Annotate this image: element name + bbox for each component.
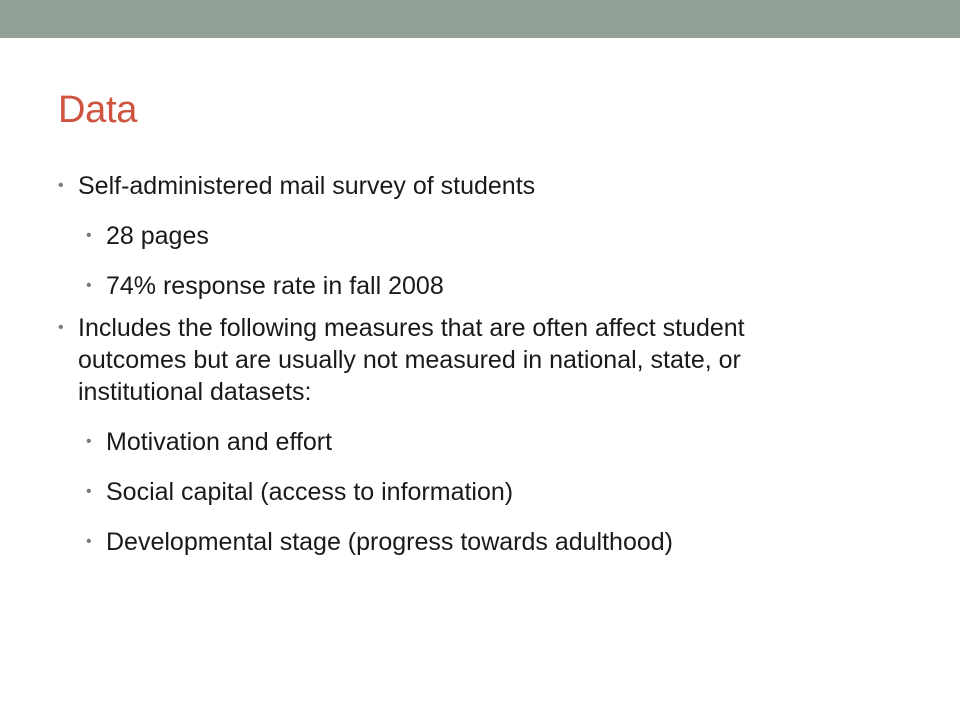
bullet-text: Motivation and effort: [106, 428, 333, 456]
bullet-dot-icon: •: [58, 319, 64, 336]
bullet-dot-icon: •: [58, 177, 64, 194]
sub-bullet-response-rate: [58, 270, 858, 302]
sub-bullet-social-capital: [58, 476, 858, 508]
bullet-text: 28 pages: [106, 222, 209, 250]
bullet-text: Social capital (access to information): [106, 478, 514, 506]
bullet-survey-description: [58, 170, 858, 202]
bullet-dot-icon: •: [86, 277, 92, 294]
bullet-dot-icon: •: [86, 483, 92, 500]
sub-bullet-pages: [58, 220, 858, 252]
bullet-text: 74% response rate in fall 2008: [106, 272, 444, 300]
bullet-text: Self-administered mail survey of students: [78, 172, 536, 200]
top-accent-band: [0, 0, 960, 38]
bullet-text: Developmental stage (progress towards adulthood): [106, 528, 673, 556]
bullet-list: [58, 170, 858, 558]
sub-bullet-motivation: [58, 426, 858, 458]
sub-bullet-developmental-stage: [58, 526, 858, 558]
bullet-measures-intro: [58, 312, 858, 408]
bullet-dot-icon: •: [86, 433, 92, 450]
bullet-dot-icon: •: [86, 533, 92, 550]
bullet-text: Includes the following measures that are often affect student outcomes but are usually not measured in national, state, or institutional datasets:: [78, 314, 745, 406]
bullet-dot-icon: •: [86, 227, 92, 244]
slide-title: Data: [58, 89, 138, 131]
